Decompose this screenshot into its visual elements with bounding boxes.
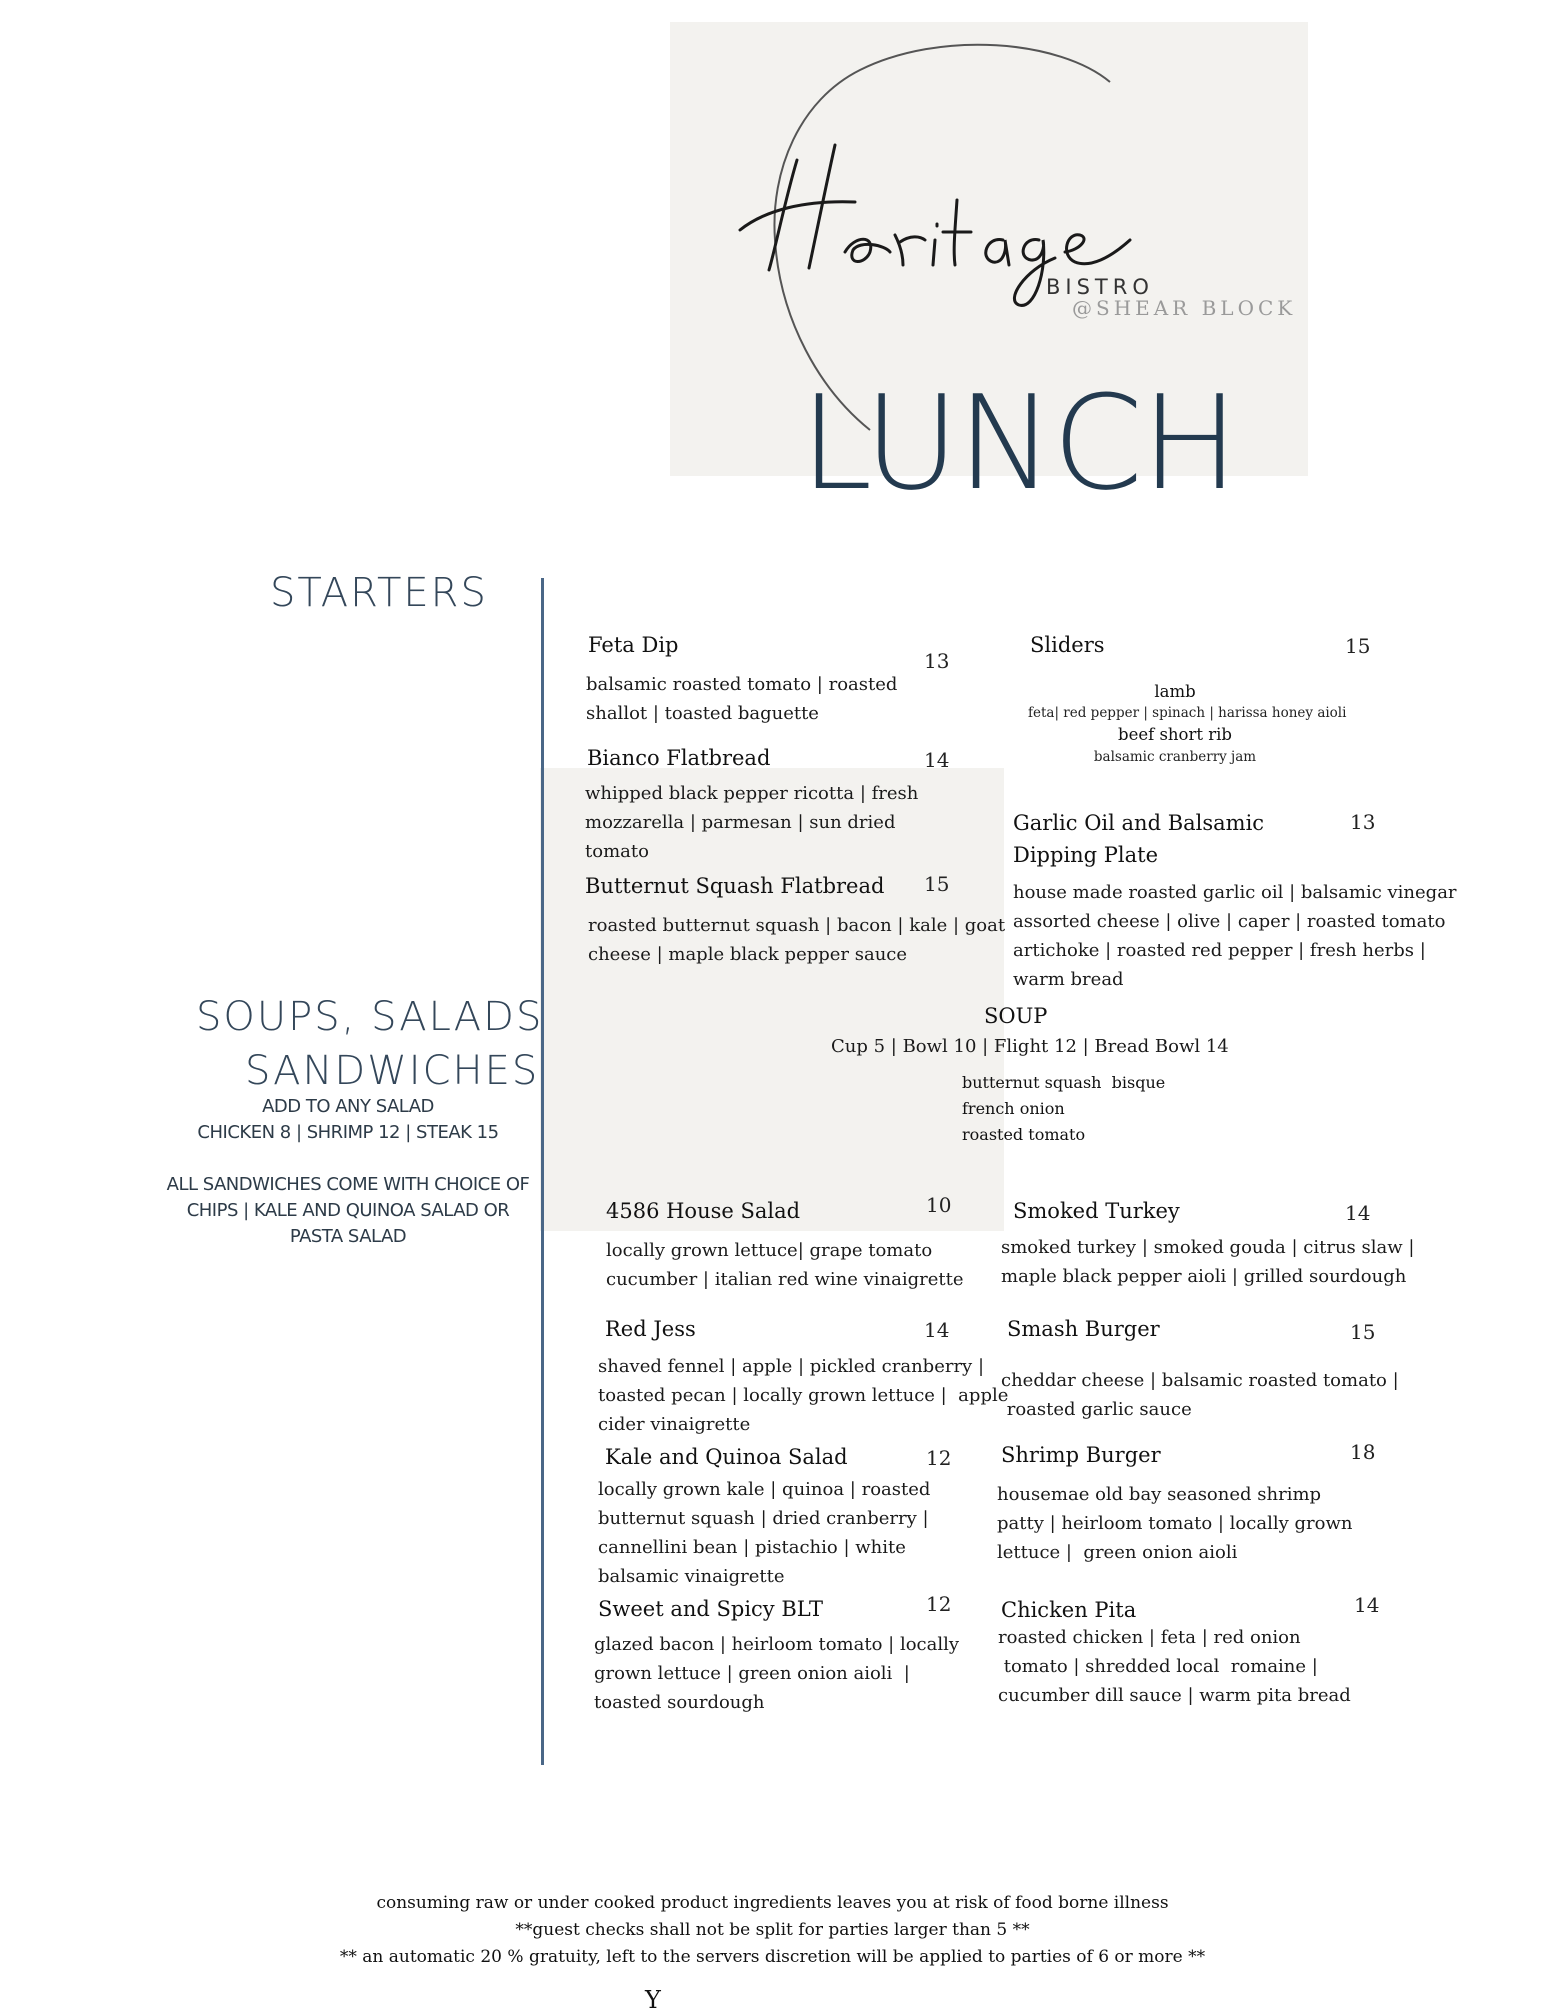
sandwich-note-line-2: CHIPS | KALE AND QUINOA SALAD OR [186, 1200, 510, 1221]
footer-gratuity-policy: ** an automatic 20 % gratuity, left to the servers discretion will be applied to parties of 6 or more ** [339, 1947, 1206, 1967]
menu-item-price: 12 [926, 1446, 952, 1470]
menu-item-name: Shrimp Burger [1001, 1443, 1161, 1467]
soup-option: roasted tomato [962, 1125, 1086, 1144]
menu-item-description: shaved fennel | apple | pickled cranberry | toasted pecan | locally grown lettuce | apple cider vinaigrette [598, 1356, 1009, 1435]
menu-item-price: 14 [924, 1318, 950, 1342]
add-to-salad-heading: ADD TO ANY SALAD [262, 1096, 434, 1117]
menu-item-price: 18 [1350, 1440, 1376, 1464]
location-label: @SHEAR BLOCK [1072, 296, 1297, 320]
add-to-salad-prices: CHICKEN 8 | SHRIMP 12 | STEAK 15 [197, 1122, 499, 1143]
menu-item-name: Chicken Pita [1001, 1598, 1137, 1622]
menu-item-description: whipped black pepper ricotta | fresh mozzarella | parmesan | sun dried tomato [585, 783, 919, 862]
menu-item-name: 4586 House Salad [606, 1199, 801, 1223]
menu-item-description: locally grown kale | quinoa | roasted butternut squash | dried cranberry | cannellini bean | pistachio | white balsamic vinaigrette [598, 1479, 931, 1587]
menu-item-price: 14 [1345, 1201, 1371, 1225]
bistro-label: BISTRO [1046, 275, 1154, 299]
menu-item-price: 14 [924, 748, 950, 772]
menu-item-description: cheddar cheese | balsamic roasted tomato | roasted garlic sauce [1001, 1370, 1399, 1420]
menu-item-price: 14 [1354, 1593, 1380, 1617]
menu-item-description: balsamic roasted tomato | roasted shallot | toasted baguette [586, 674, 898, 724]
menu-item-name: Garlic Oil and Balsamic Dipping Plate [1013, 811, 1265, 867]
slider-option-name: lamb [1154, 682, 1196, 701]
menu-item-name: Smash Burger [1007, 1317, 1160, 1341]
sandwich-note-line-3: PASTA SALAD [289, 1226, 407, 1247]
menu-item-description: smoked turkey | smoked gouda | citrus slaw | maple black pepper aioli | grilled sourdough [1001, 1237, 1415, 1287]
menu-title: LUNCH [800, 367, 1237, 519]
menu-item-description: roasted chicken | feta | red onion tomato | shredded local romaine | cucumber dill sauce | warm pita bread [998, 1627, 1351, 1706]
menu-item-description: house made roasted garlic oil | balsamic vinegar assorted cheese | olive | caper | roasted tomato artichoke | roasted red pepper | fresh herbs | warm bread [1013, 882, 1457, 990]
slider-option-description: feta| red pepper | spinach | harissa honey aioli [1028, 705, 1347, 721]
menu-item-name: Feta Dip [588, 633, 679, 657]
menu-item-price: 15 [1345, 634, 1371, 658]
footer-split-policy: **guest checks shall not be split for parties larger than 5 ** [515, 1920, 1030, 1940]
menu-item-price: 15 [924, 872, 950, 896]
footer-warning: consuming raw or under cooked product ingredients leaves you at risk of food borne illness [376, 1893, 1169, 1913]
menu-item-name: Red Jess [605, 1317, 696, 1341]
soup-option: butternut squash bisque [962, 1073, 1166, 1092]
menu-item-name: Sliders [1030, 633, 1105, 657]
menu-item-description: locally grown lettuce| grape tomato cucumber | italian red wine vinaigrette [606, 1240, 964, 1290]
menu-item-name: Smoked Turkey [1013, 1199, 1180, 1223]
sliders-options [1028, 681, 1347, 767]
menu-item-price: 15 [1350, 1320, 1376, 1344]
menu-item-name: Bianco Flatbread [587, 746, 771, 770]
slider-option-description: balsamic cranberry jam [1093, 749, 1257, 765]
soup-sizes: Cup 5 | Bowl 10 | Flight 12 | Bread Bowl 14 [831, 1036, 1229, 1057]
soup-option: french onion [962, 1099, 1065, 1118]
add-to-salad-note [150, 1094, 546, 1146]
menu-item-description: housemae old bay seasoned shrimp patty | heirloom tomato | locally grown lettuce | green onion aioli [997, 1484, 1353, 1563]
menu-item-name: Kale and Quinoa Salad [605, 1445, 848, 1469]
sandwiches-title: SANDWICHES [245, 1048, 540, 1094]
starters-title: STARTERS [270, 570, 488, 616]
footer-cutoff-text: Y [645, 1986, 661, 2014]
soups-salads-title: SOUPS, SALADS [196, 994, 544, 1040]
menu-item-price: 13 [1350, 810, 1376, 834]
menu-item-price: 12 [926, 1592, 952, 1616]
menu-item-description: glazed bacon | heirloom tomato | locally grown lettuce | green onion aioli | toasted sourdough [594, 1634, 960, 1713]
menu-item-price: 13 [924, 649, 950, 673]
sandwich-note-line-1: ALL SANDWICHES COME WITH CHOICE OF [166, 1174, 530, 1195]
menu-item-name: Sweet and Spicy BLT [598, 1597, 824, 1621]
soup-title: SOUP [984, 1004, 1048, 1028]
soup-options [962, 1070, 1165, 1148]
menu-item-name: Butternut Squash Flatbread [585, 874, 885, 898]
menu-item-price: 10 [926, 1193, 952, 1217]
menu-item-description: roasted butternut squash | bacon | kale | goat cheese | maple black pepper sauce [588, 915, 1006, 965]
slider-option-name: beef short rib [1118, 725, 1232, 744]
sandwich-side-note [150, 1172, 546, 1250]
